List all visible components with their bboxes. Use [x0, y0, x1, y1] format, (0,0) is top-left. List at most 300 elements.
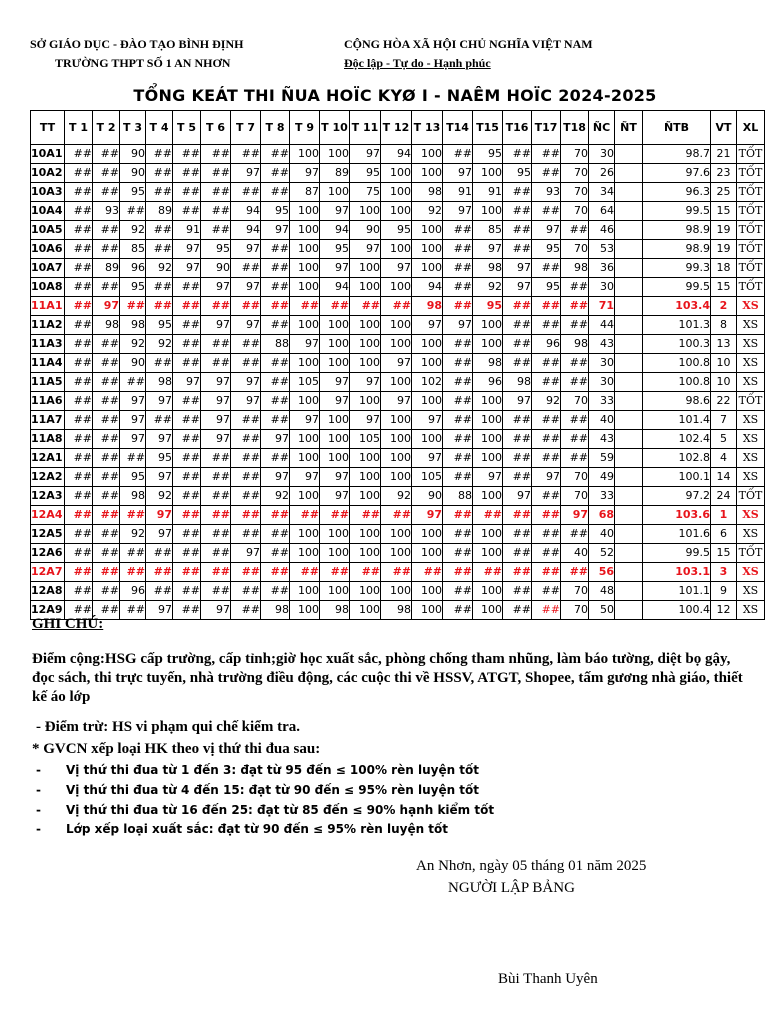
- table-cell: ##: [65, 297, 93, 316]
- table-cell: 40: [589, 525, 615, 544]
- class-name-cell: 12A2: [31, 468, 65, 487]
- table-cell: ##: [231, 525, 261, 544]
- table-cell: TỐT: [737, 240, 765, 259]
- table-cell: 92: [261, 487, 290, 506]
- table-cell: ##: [261, 354, 290, 373]
- table-cell: 70: [561, 202, 589, 221]
- table-cell: 33: [589, 392, 615, 411]
- column-header: T 4: [146, 111, 173, 145]
- table-row: [31, 202, 765, 221]
- table-cell: 48: [589, 582, 615, 601]
- table-cell: 91: [443, 183, 473, 202]
- table-cell: ##: [201, 202, 231, 221]
- table-cell: ##: [532, 259, 561, 278]
- table-cell: ##: [65, 373, 93, 392]
- table-cell: ##: [412, 563, 443, 582]
- summary-table: [30, 110, 765, 620]
- table-cell: 97: [146, 468, 173, 487]
- table-cell: ##: [532, 430, 561, 449]
- table-cell: 13: [711, 335, 737, 354]
- table-cell: XS: [737, 468, 765, 487]
- table-cell: 100: [350, 335, 381, 354]
- table-cell: TỐT: [737, 544, 765, 563]
- table-cell: ##: [65, 582, 93, 601]
- table-cell: ##: [532, 487, 561, 506]
- column-header: T 7: [231, 111, 261, 145]
- table-cell: ##: [201, 145, 231, 164]
- table-cell: ##: [532, 601, 561, 620]
- table-cell: 7: [711, 411, 737, 430]
- table-cell: ##: [120, 506, 146, 525]
- table-cell: 96: [120, 259, 146, 278]
- table-cell: 19: [711, 221, 737, 240]
- table-cell: ##: [201, 544, 231, 563]
- table-cell: 94: [320, 221, 350, 240]
- table-cell: 97: [201, 601, 231, 620]
- table-cell: [615, 164, 643, 183]
- class-name-cell: 12A3: [31, 487, 65, 506]
- table-cell: [615, 582, 643, 601]
- table-cell: ##: [173, 145, 201, 164]
- table-cell: ##: [261, 259, 290, 278]
- table-cell: ##: [561, 563, 589, 582]
- class-name-cell: 12A4: [31, 506, 65, 525]
- table-cell: ##: [381, 297, 412, 316]
- table-cell: ##: [261, 183, 290, 202]
- table-cell: ##: [231, 601, 261, 620]
- class-name-cell: 10A3: [31, 183, 65, 202]
- table-row: [31, 164, 765, 183]
- table-cell: ##: [503, 563, 532, 582]
- table-cell: 92: [532, 392, 561, 411]
- table-cell: 23: [711, 164, 737, 183]
- table-cell: ##: [503, 468, 532, 487]
- table-cell: 97: [503, 278, 532, 297]
- class-name-cell: 10A2: [31, 164, 65, 183]
- table-cell: 1: [711, 506, 737, 525]
- column-header: T15: [473, 111, 503, 145]
- table-cell: 98: [381, 601, 412, 620]
- table-cell: 100: [290, 430, 320, 449]
- table-cell: 97: [503, 392, 532, 411]
- table-cell: ##: [65, 506, 93, 525]
- table-cell: ##: [290, 297, 320, 316]
- table-cell: ##: [93, 240, 120, 259]
- rule-text: Vị thứ thi đua từ 4 đến 15: đạt từ 90 đến ≤ 95% rèn luyện tốt: [66, 783, 480, 797]
- table-cell: 98.9: [643, 240, 711, 259]
- rule-text: Vị thứ thi đua từ 1 đến 3: đạt từ 95 đến ≤ 100% rèn luyện tốt: [66, 763, 480, 777]
- table-cell: XS: [737, 525, 765, 544]
- table-cell: TỐT: [737, 487, 765, 506]
- table-cell: ##: [173, 392, 201, 411]
- table-cell: ##: [443, 373, 473, 392]
- table-cell: ##: [173, 430, 201, 449]
- table-cell: 97: [231, 544, 261, 563]
- table-cell: 68: [589, 506, 615, 525]
- table-cell: 100: [473, 601, 503, 620]
- table-cell: 100: [473, 487, 503, 506]
- table-cell: ##: [532, 164, 561, 183]
- table-cell: ##: [231, 354, 261, 373]
- table-cell: 94: [320, 278, 350, 297]
- table-cell: ##: [503, 449, 532, 468]
- table-cell: 97: [201, 430, 231, 449]
- table-cell: 100: [412, 240, 443, 259]
- table-cell: 94: [381, 145, 412, 164]
- table-cell: ##: [201, 354, 231, 373]
- table-cell: 89: [93, 259, 120, 278]
- table-cell: 100: [381, 582, 412, 601]
- table-cell: 95: [350, 164, 381, 183]
- table-cell: ##: [93, 392, 120, 411]
- table-cell: ##: [443, 582, 473, 601]
- table-cell: 100.8: [643, 354, 711, 373]
- table-cell: ##: [532, 563, 561, 582]
- table-cell: ##: [173, 487, 201, 506]
- table-cell: 15: [711, 202, 737, 221]
- table-cell: 8: [711, 316, 737, 335]
- column-header: T 10: [320, 111, 350, 145]
- table-cell: 100: [473, 392, 503, 411]
- table-cell: 30: [589, 354, 615, 373]
- table-cell: ##: [65, 316, 93, 335]
- table-cell: 100: [381, 525, 412, 544]
- table-cell: ##: [473, 506, 503, 525]
- table-cell: 100: [350, 316, 381, 335]
- table-cell: ##: [261, 297, 290, 316]
- table-cell: 97: [350, 240, 381, 259]
- table-cell: ##: [65, 392, 93, 411]
- table-cell: 92: [381, 487, 412, 506]
- table-cell: 100: [350, 601, 381, 620]
- table-cell: 30: [589, 373, 615, 392]
- table-cell: 90: [120, 164, 146, 183]
- class-name-cell: 10A4: [31, 202, 65, 221]
- table-cell: 85: [120, 240, 146, 259]
- table-cell: 100: [381, 411, 412, 430]
- table-cell: XS: [737, 373, 765, 392]
- table-cell: ##: [261, 164, 290, 183]
- table-cell: [615, 240, 643, 259]
- table-cell: 100: [290, 221, 320, 240]
- table-cell: ##: [201, 335, 231, 354]
- table-cell: ##: [173, 411, 201, 430]
- table-cell: 95: [473, 145, 503, 164]
- table-cell: [615, 202, 643, 221]
- table-cell: 97: [201, 373, 231, 392]
- table-cell: ##: [443, 145, 473, 164]
- table-cell: 98: [473, 259, 503, 278]
- table-cell: 97: [146, 392, 173, 411]
- column-header: T17: [532, 111, 561, 145]
- column-header: T16: [503, 111, 532, 145]
- rule-item: - Vị thứ thi đua từ 16 đến 25: đạt từ 85 đến ≤ 90% hạnh kiểm tốt: [36, 803, 495, 817]
- table-cell: 97: [412, 411, 443, 430]
- table-cell: 99.5: [643, 544, 711, 563]
- table-cell: 9: [711, 582, 737, 601]
- table-cell: 97: [120, 430, 146, 449]
- page-title: TỔNG KEÁT THI ÑUA HOÏC KYØ I - NAÊM HOÏC 2024-2025: [133, 86, 657, 105]
- table-cell: 100: [381, 164, 412, 183]
- table-cell: 21: [711, 145, 737, 164]
- table-cell: ##: [443, 449, 473, 468]
- table-cell: 94: [231, 202, 261, 221]
- table-cell: ##: [120, 202, 146, 221]
- table-cell: 97: [532, 468, 561, 487]
- table-cell: ##: [120, 563, 146, 582]
- table-cell: ##: [443, 468, 473, 487]
- table-cell: ##: [65, 335, 93, 354]
- table-cell: 103.1: [643, 563, 711, 582]
- table-cell: ##: [65, 563, 93, 582]
- table-cell: XS: [737, 449, 765, 468]
- table-cell: 100: [381, 373, 412, 392]
- table-row: [31, 487, 765, 506]
- table-cell: ##: [320, 506, 350, 525]
- table-cell: 100: [320, 354, 350, 373]
- table-cell: 100: [320, 430, 350, 449]
- table-cell: 100: [350, 468, 381, 487]
- table-cell: ##: [532, 582, 561, 601]
- table-cell: ##: [173, 601, 201, 620]
- table-cell: ##: [261, 392, 290, 411]
- table-cell: ##: [93, 183, 120, 202]
- table-cell: ##: [65, 183, 93, 202]
- table-cell: ##: [146, 145, 173, 164]
- table-cell: ##: [146, 582, 173, 601]
- table-cell: 97.6: [643, 164, 711, 183]
- table-cell: ##: [261, 240, 290, 259]
- notes-title: GHI CHÚ:: [32, 616, 104, 632]
- table-cell: [615, 411, 643, 430]
- table-row: [31, 335, 765, 354]
- table-cell: ##: [201, 563, 231, 582]
- table-cell: 100: [290, 259, 320, 278]
- table-cell: ##: [350, 506, 381, 525]
- table-cell: XS: [737, 411, 765, 430]
- table-cell: 25: [711, 183, 737, 202]
- table-cell: [615, 297, 643, 316]
- table-cell: ##: [173, 449, 201, 468]
- table-cell: 101.6: [643, 525, 711, 544]
- rule-item: - Vị thứ thi đua từ 1 đến 3: đạt từ 95 đến ≤ 100% rèn luyện tốt: [36, 763, 480, 777]
- table-cell: ##: [93, 430, 120, 449]
- table-cell: 100: [412, 582, 443, 601]
- table-cell: 100: [350, 544, 381, 563]
- table-cell: 92: [120, 525, 146, 544]
- table-cell: 100: [412, 430, 443, 449]
- table-row: [31, 525, 765, 544]
- table-cell: ##: [93, 525, 120, 544]
- table-cell: ##: [261, 544, 290, 563]
- table-cell: ##: [173, 563, 201, 582]
- table-cell: 92: [120, 335, 146, 354]
- table-cell: ##: [561, 430, 589, 449]
- table-cell: ##: [173, 354, 201, 373]
- table-row: [31, 221, 765, 240]
- table-cell: 97: [381, 392, 412, 411]
- table-cell: 100: [290, 240, 320, 259]
- table-cell: ##: [503, 202, 532, 221]
- table-cell: TỐT: [737, 278, 765, 297]
- table-cell: 46: [589, 221, 615, 240]
- table-cell: 30: [589, 278, 615, 297]
- table-cell: 56: [589, 563, 615, 582]
- table-cell: ##: [231, 259, 261, 278]
- column-header: T 11: [350, 111, 381, 145]
- class-name-cell: 11A1: [31, 297, 65, 316]
- table-cell: 100.1: [643, 468, 711, 487]
- table-cell: ##: [443, 411, 473, 430]
- table-cell: XS: [737, 506, 765, 525]
- table-cell: 97: [261, 468, 290, 487]
- class-name-cell: 10A1: [31, 145, 65, 164]
- table-cell: 97: [320, 392, 350, 411]
- table-cell: 98: [93, 316, 120, 335]
- table-cell: ##: [93, 373, 120, 392]
- table-cell: ##: [350, 563, 381, 582]
- table-cell: 70: [561, 601, 589, 620]
- column-header: T 2: [93, 111, 120, 145]
- table-cell: ##: [93, 221, 120, 240]
- table-cell: 97: [231, 278, 261, 297]
- table-cell: 100: [320, 449, 350, 468]
- table-cell: ##: [146, 240, 173, 259]
- table-cell: 97: [290, 468, 320, 487]
- table-cell: 97: [231, 164, 261, 183]
- table-cell: 88: [261, 335, 290, 354]
- table-cell: ##: [532, 373, 561, 392]
- table-cell: 100: [320, 525, 350, 544]
- table-cell: ##: [532, 202, 561, 221]
- table-cell: ##: [503, 506, 532, 525]
- table-cell: TỐT: [737, 202, 765, 221]
- table-cell: ##: [146, 297, 173, 316]
- table-cell: ##: [443, 240, 473, 259]
- table-cell: [615, 544, 643, 563]
- table-cell: ##: [201, 468, 231, 487]
- table-cell: 97: [532, 221, 561, 240]
- class-name-cell: 11A3: [31, 335, 65, 354]
- table-cell: ##: [93, 563, 120, 582]
- table-row: [31, 563, 765, 582]
- table-cell: 97: [443, 202, 473, 221]
- table-cell: [615, 506, 643, 525]
- table-cell: 100: [412, 392, 443, 411]
- table-cell: 100: [290, 145, 320, 164]
- table-cell: 95: [120, 278, 146, 297]
- table-cell: ##: [503, 240, 532, 259]
- table-cell: ##: [201, 221, 231, 240]
- table-cell: ##: [231, 430, 261, 449]
- table-cell: ##: [503, 183, 532, 202]
- table-cell: 100.4: [643, 601, 711, 620]
- table-cell: 97: [231, 392, 261, 411]
- table-cell: 96: [532, 335, 561, 354]
- rule-item: - Vị thứ thi đua từ 4 đến 15: đạt từ 90 đến ≤ 95% rèn luyện tốt: [36, 783, 480, 797]
- table-cell: ##: [146, 164, 173, 183]
- table-cell: 95: [532, 278, 561, 297]
- table-cell: 100: [350, 449, 381, 468]
- table-cell: 87: [290, 183, 320, 202]
- table-cell: ##: [290, 506, 320, 525]
- table-cell: 97: [412, 506, 443, 525]
- column-header: T 12: [381, 111, 412, 145]
- table-cell: 101.3: [643, 316, 711, 335]
- table-cell: ##: [261, 582, 290, 601]
- table-cell: ##: [561, 449, 589, 468]
- table-cell: ##: [146, 278, 173, 297]
- table-cell: ##: [173, 164, 201, 183]
- table-cell: 100: [473, 525, 503, 544]
- table-cell: 100: [290, 449, 320, 468]
- table-cell: ##: [561, 525, 589, 544]
- table-cell: ##: [320, 297, 350, 316]
- table-cell: 100: [350, 278, 381, 297]
- table-cell: ##: [561, 411, 589, 430]
- table-cell: ##: [65, 240, 93, 259]
- table-cell: 100: [412, 164, 443, 183]
- table-cell: 97: [201, 278, 231, 297]
- table-cell: 15: [711, 544, 737, 563]
- table-cell: 100: [473, 335, 503, 354]
- table-cell: 98: [503, 373, 532, 392]
- table-cell: ##: [261, 278, 290, 297]
- table-cell: 53: [589, 240, 615, 259]
- table-cell: 100: [350, 487, 381, 506]
- table-cell: [615, 563, 643, 582]
- table-cell: 89: [320, 164, 350, 183]
- table-row: [31, 240, 765, 259]
- bonus-points-note: Điểm cộng:HSG cấp trường, cấp tỉnh;giờ học xuất sắc, phòng chống tham nhũng, làm báo tường, diệt bọ gậy, đọc sách, thi trực tuyến, nhà trường điều động, các cuộc thi về HSSV, ATGT, Shopee, tấm gương nhà giáo, thiết kế áo lớp: [32, 651, 743, 705]
- class-name-cell: 11A4: [31, 354, 65, 373]
- table-cell: ##: [290, 563, 320, 582]
- table-cell: ##: [201, 525, 231, 544]
- table-cell: ##: [561, 278, 589, 297]
- table-cell: 100: [381, 202, 412, 221]
- class-name-cell: 10A7: [31, 259, 65, 278]
- table-cell: 100.8: [643, 373, 711, 392]
- rule-text: Vị thứ thi đua từ 16 đến 25: đạt từ 85 đến ≤ 90% hạnh kiểm tốt: [66, 803, 495, 817]
- class-name-cell: 11A5: [31, 373, 65, 392]
- penalty-note: - Điểm trừ: HS vi phạm qui chế kiểm tra.: [36, 719, 300, 735]
- table-cell: ##: [532, 354, 561, 373]
- table-cell: [615, 316, 643, 335]
- table-cell: 95: [201, 240, 231, 259]
- table-cell: ##: [443, 221, 473, 240]
- column-header: ÑC: [589, 111, 615, 145]
- table-cell: ##: [201, 164, 231, 183]
- column-header: TT: [31, 111, 65, 145]
- table-cell: 100: [290, 601, 320, 620]
- table-cell: 100: [320, 411, 350, 430]
- table-cell: ##: [261, 563, 290, 582]
- table-cell: 92: [146, 487, 173, 506]
- table-cell: ##: [561, 354, 589, 373]
- republic-heading: CỘNG HÒA XÃ HỘI CHỦ NGHĨA VIỆT NAM: [344, 37, 593, 51]
- table-cell: ##: [93, 449, 120, 468]
- table-cell: 3: [711, 563, 737, 582]
- table-cell: ##: [201, 297, 231, 316]
- table-cell: 36: [589, 259, 615, 278]
- table-cell: 97: [173, 240, 201, 259]
- table-cell: ##: [65, 354, 93, 373]
- table-cell: TỐT: [737, 183, 765, 202]
- table-cell: 100: [412, 221, 443, 240]
- table-cell: 97: [412, 316, 443, 335]
- table-cell: 100: [350, 259, 381, 278]
- table-cell: ##: [532, 544, 561, 563]
